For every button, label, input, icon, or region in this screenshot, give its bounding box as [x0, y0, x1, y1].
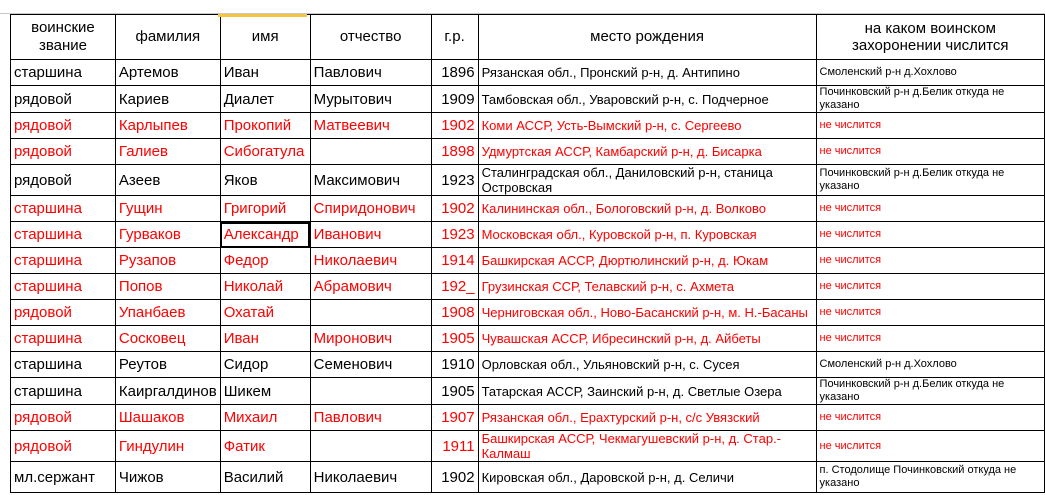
first-name-cell[interactable]: Василий: [220, 462, 310, 493]
birthplace-cell[interactable]: Орловская обл., Ульяновский р-н, с. Сусея: [478, 352, 816, 378]
burial-site-cell[interactable]: не числится: [816, 274, 1044, 300]
patronymic-cell[interactable]: [310, 431, 431, 462]
burial-site-cell[interactable]: п. Стодолище Починковский откуда не указано: [816, 462, 1044, 493]
surname-cell[interactable]: Артемов: [115, 60, 220, 86]
rank-cell[interactable]: рядовой: [11, 113, 116, 139]
table-row: [11, 431, 1045, 462]
birth-year-cell[interactable]: 1908: [431, 300, 478, 326]
burial-site-cell[interactable]: не числится: [816, 300, 1044, 326]
header-first-name[interactable]: имя: [220, 15, 310, 60]
patronymic-cell[interactable]: [310, 300, 431, 326]
surname-cell[interactable]: Чижов: [115, 462, 220, 493]
birth-year-cell[interactable]: 1923: [431, 165, 478, 196]
birth-year-cell[interactable]: 1910: [431, 352, 478, 378]
table-row: [11, 196, 1045, 222]
header-birthplace[interactable]: место рождения: [478, 15, 816, 60]
rank-cell[interactable]: мл.сержант: [11, 462, 116, 493]
birth-year-cell[interactable]: 1902: [431, 462, 478, 493]
first-name-cell[interactable]: Сидор: [220, 352, 310, 378]
surname-cell[interactable]: Шашаков: [115, 405, 220, 431]
birthplace-cell[interactable]: Чувашская АССР, Ибресинский р-н, д. Айбеты: [478, 326, 816, 352]
table-row: [11, 300, 1045, 326]
table-row: [11, 60, 1045, 86]
header-patronymic[interactable]: отчество: [310, 15, 431, 60]
surname-cell[interactable]: Каиргалдинов: [115, 378, 220, 405]
birth-year-cell[interactable]: 1905: [431, 326, 478, 352]
birthplace-cell[interactable]: Черниговская обл., Ново-Басанский р-н, м. Н.-Басаны: [478, 300, 816, 326]
first-name-cell[interactable]: Александр: [220, 222, 310, 248]
first-name-cell[interactable]: Фатик: [220, 431, 310, 462]
burial-site-cell[interactable]: не числится: [816, 139, 1044, 165]
patronymic-cell[interactable]: Максимович: [310, 165, 431, 196]
patronymic-cell[interactable]: Матвеевич: [310, 113, 431, 139]
first-name-cell[interactable]: Иван: [220, 326, 310, 352]
burial-site-cell[interactable]: Починковский р-н д.Белик откуда не указано: [816, 86, 1044, 113]
birthplace-cell[interactable]: Рязанская обл., Пронский р-н, д. Антипино: [478, 60, 816, 86]
birthplace-cell[interactable]: Калининская обл., Бологовский р-н, д. Волково: [478, 196, 816, 222]
birth-year-cell[interactable]: 1909: [431, 86, 478, 113]
rank-cell[interactable]: рядовой: [11, 300, 116, 326]
table-row: [11, 113, 1045, 139]
surname-cell[interactable]: Рузапов: [115, 248, 220, 274]
table-row: [11, 222, 1045, 248]
birth-year-cell[interactable]: 192_: [431, 274, 478, 300]
first-name-cell[interactable]: Охатай: [220, 300, 310, 326]
birth-year-cell[interactable]: 1902: [431, 196, 478, 222]
rank-cell[interactable]: рядовой: [11, 86, 116, 113]
burial-site-cell[interactable]: не числится: [816, 222, 1044, 248]
table-row: [11, 462, 1045, 493]
rank-cell[interactable]: рядовой: [11, 139, 116, 165]
selected-column-indicator: [218, 14, 307, 17]
birth-year-cell[interactable]: 1898: [431, 139, 478, 165]
header-rank[interactable]: воинские звание: [11, 15, 116, 60]
first-name-cell[interactable]: Иван: [220, 60, 310, 86]
rank-cell[interactable]: рядовой: [11, 431, 116, 462]
burial-site-cell[interactable]: не числится: [816, 196, 1044, 222]
patronymic-cell[interactable]: Мурытович: [310, 86, 431, 113]
first-name-cell[interactable]: Сибогатула: [220, 139, 310, 165]
first-name-cell[interactable]: Яков: [220, 165, 310, 196]
birthplace-cell[interactable]: Грузинская ССР, Телавский р-н, с. Ахмета: [478, 274, 816, 300]
rank-cell[interactable]: старшина: [11, 352, 116, 378]
rank-cell[interactable]: старшина: [11, 274, 116, 300]
patronymic-cell[interactable]: Николаевич: [310, 462, 431, 493]
surname-cell[interactable]: Попов: [115, 274, 220, 300]
surname-cell[interactable]: Карлыпев: [115, 113, 220, 139]
patronymic-cell[interactable]: Абрамович: [310, 274, 431, 300]
birth-year-cell[interactable]: 1896: [431, 60, 478, 86]
table-row: [11, 378, 1045, 405]
burial-records-table: [10, 14, 1045, 493]
spreadsheet-grid[interactable]: [10, 14, 1045, 493]
table-row: [11, 352, 1045, 378]
surname-cell[interactable]: Кариев: [115, 86, 220, 113]
birthplace-cell[interactable]: Татарская АССР, Заинский р-н, д. Светлые Озера: [478, 378, 816, 405]
burial-site-cell[interactable]: Смоленский р-н д.Хохлово: [816, 352, 1044, 378]
table-row: [11, 139, 1045, 165]
birth-year-cell[interactable]: 1911: [431, 431, 478, 462]
rank-cell[interactable]: старшина: [11, 326, 116, 352]
rank-cell[interactable]: старшина: [11, 248, 116, 274]
birth-year-cell[interactable]: 1914: [431, 248, 478, 274]
birth-year-cell[interactable]: 1907: [431, 405, 478, 431]
burial-site-cell[interactable]: Починковский р-н д.Белик откуда не указано: [816, 378, 1044, 405]
patronymic-cell[interactable]: Миронович: [310, 326, 431, 352]
surname-cell[interactable]: Гурваков: [115, 222, 220, 248]
burial-site-cell[interactable]: не числится: [816, 248, 1044, 274]
patronymic-cell[interactable]: [310, 139, 431, 165]
table-row: [11, 326, 1045, 352]
patronymic-cell[interactable]: Павлович: [310, 60, 431, 86]
patronymic-cell[interactable]: [310, 378, 431, 405]
patronymic-cell[interactable]: Иванович: [310, 222, 431, 248]
rank-cell[interactable]: рядовой: [11, 405, 116, 431]
burial-site-cell[interactable]: не числится: [816, 405, 1044, 431]
birthplace-cell[interactable]: Рязанская обл., Ерахтурский р-н, с/с Увязский: [478, 405, 816, 431]
surname-cell[interactable]: Гущин: [115, 196, 220, 222]
first-name-cell[interactable]: Федор: [220, 248, 310, 274]
burial-site-cell[interactable]: не числится: [816, 113, 1044, 139]
rank-cell[interactable]: старшина: [11, 222, 116, 248]
rank-cell[interactable]: старшина: [11, 196, 116, 222]
table-row: [11, 248, 1045, 274]
rank-cell[interactable]: старшина: [11, 378, 116, 405]
patronymic-cell[interactable]: Николаевич: [310, 248, 431, 274]
birthplace-cell[interactable]: Коми АССР, Усть-Вымский р-н, с. Сергеево: [478, 113, 816, 139]
header-surname[interactable]: фамилия: [115, 15, 220, 60]
first-name-cell[interactable]: Григорий: [220, 196, 310, 222]
birthplace-cell[interactable]: Башкирская АССР, Дюртюлинский р-н, д. Юкам: [478, 248, 816, 274]
birthplace-cell[interactable]: Сталинградская обл., Даниловский р-н, станица Островская: [478, 165, 816, 196]
surname-cell[interactable]: Сосковец: [115, 326, 220, 352]
rank-cell[interactable]: старшина: [11, 60, 116, 86]
first-name-cell[interactable]: Прокопий: [220, 113, 310, 139]
patronymic-cell[interactable]: Спиридонович: [310, 196, 431, 222]
birthplace-cell[interactable]: Кировская обл., Даровской р-н, д. Селичи: [478, 462, 816, 493]
burial-site-cell[interactable]: не числится: [816, 326, 1044, 352]
birthplace-cell[interactable]: Московская обл., Куровской р-н, п. Куровская: [478, 222, 816, 248]
table-row: [11, 165, 1045, 196]
birth-year-cell[interactable]: 1902: [431, 113, 478, 139]
table-row: [11, 274, 1045, 300]
surname-cell[interactable]: Реутов: [115, 352, 220, 378]
birth-year-cell[interactable]: 1923: [431, 222, 478, 248]
surname-cell[interactable]: Гиндулин: [115, 431, 220, 462]
header-birth-year[interactable]: г.р.: [431, 15, 478, 60]
surname-cell[interactable]: Упанбаев: [115, 300, 220, 326]
table-row: [11, 405, 1045, 431]
first-name-cell[interactable]: Николай: [220, 274, 310, 300]
first-name-cell[interactable]: Шикем: [220, 378, 310, 405]
patronymic-cell[interactable]: Павлович: [310, 405, 431, 431]
first-name-cell[interactable]: Михаил: [220, 405, 310, 431]
birth-year-cell[interactable]: 1905: [431, 378, 478, 405]
birthplace-cell[interactable]: Удмуртская АССР, Камбарский р-н, д. Бисарка: [478, 139, 816, 165]
surname-cell[interactable]: Галиев: [115, 139, 220, 165]
birthplace-cell[interactable]: Тамбовская обл., Уваровский р-н, с. Подчерное: [478, 86, 816, 113]
burial-site-cell[interactable]: Смоленский р-н д.Хохлово: [816, 60, 1044, 86]
patronymic-cell[interactable]: Семенович: [310, 352, 431, 378]
burial-site-cell[interactable]: Починковский р-н д.Белик откуда не указано: [816, 165, 1044, 196]
birthplace-cell[interactable]: Башкирская АССР, Чекмагушевский р-н, д. Стар.-Калмаш: [478, 431, 816, 462]
surname-cell[interactable]: Азеев: [115, 165, 220, 196]
first-name-cell[interactable]: Диалет: [220, 86, 310, 113]
table-row: [11, 86, 1045, 113]
burial-site-cell[interactable]: не числится: [816, 431, 1044, 462]
header-row: [11, 15, 1045, 60]
rank-cell[interactable]: рядовой: [11, 165, 116, 196]
header-burial-site[interactable]: на каком воинском захоронении числится: [816, 15, 1044, 60]
